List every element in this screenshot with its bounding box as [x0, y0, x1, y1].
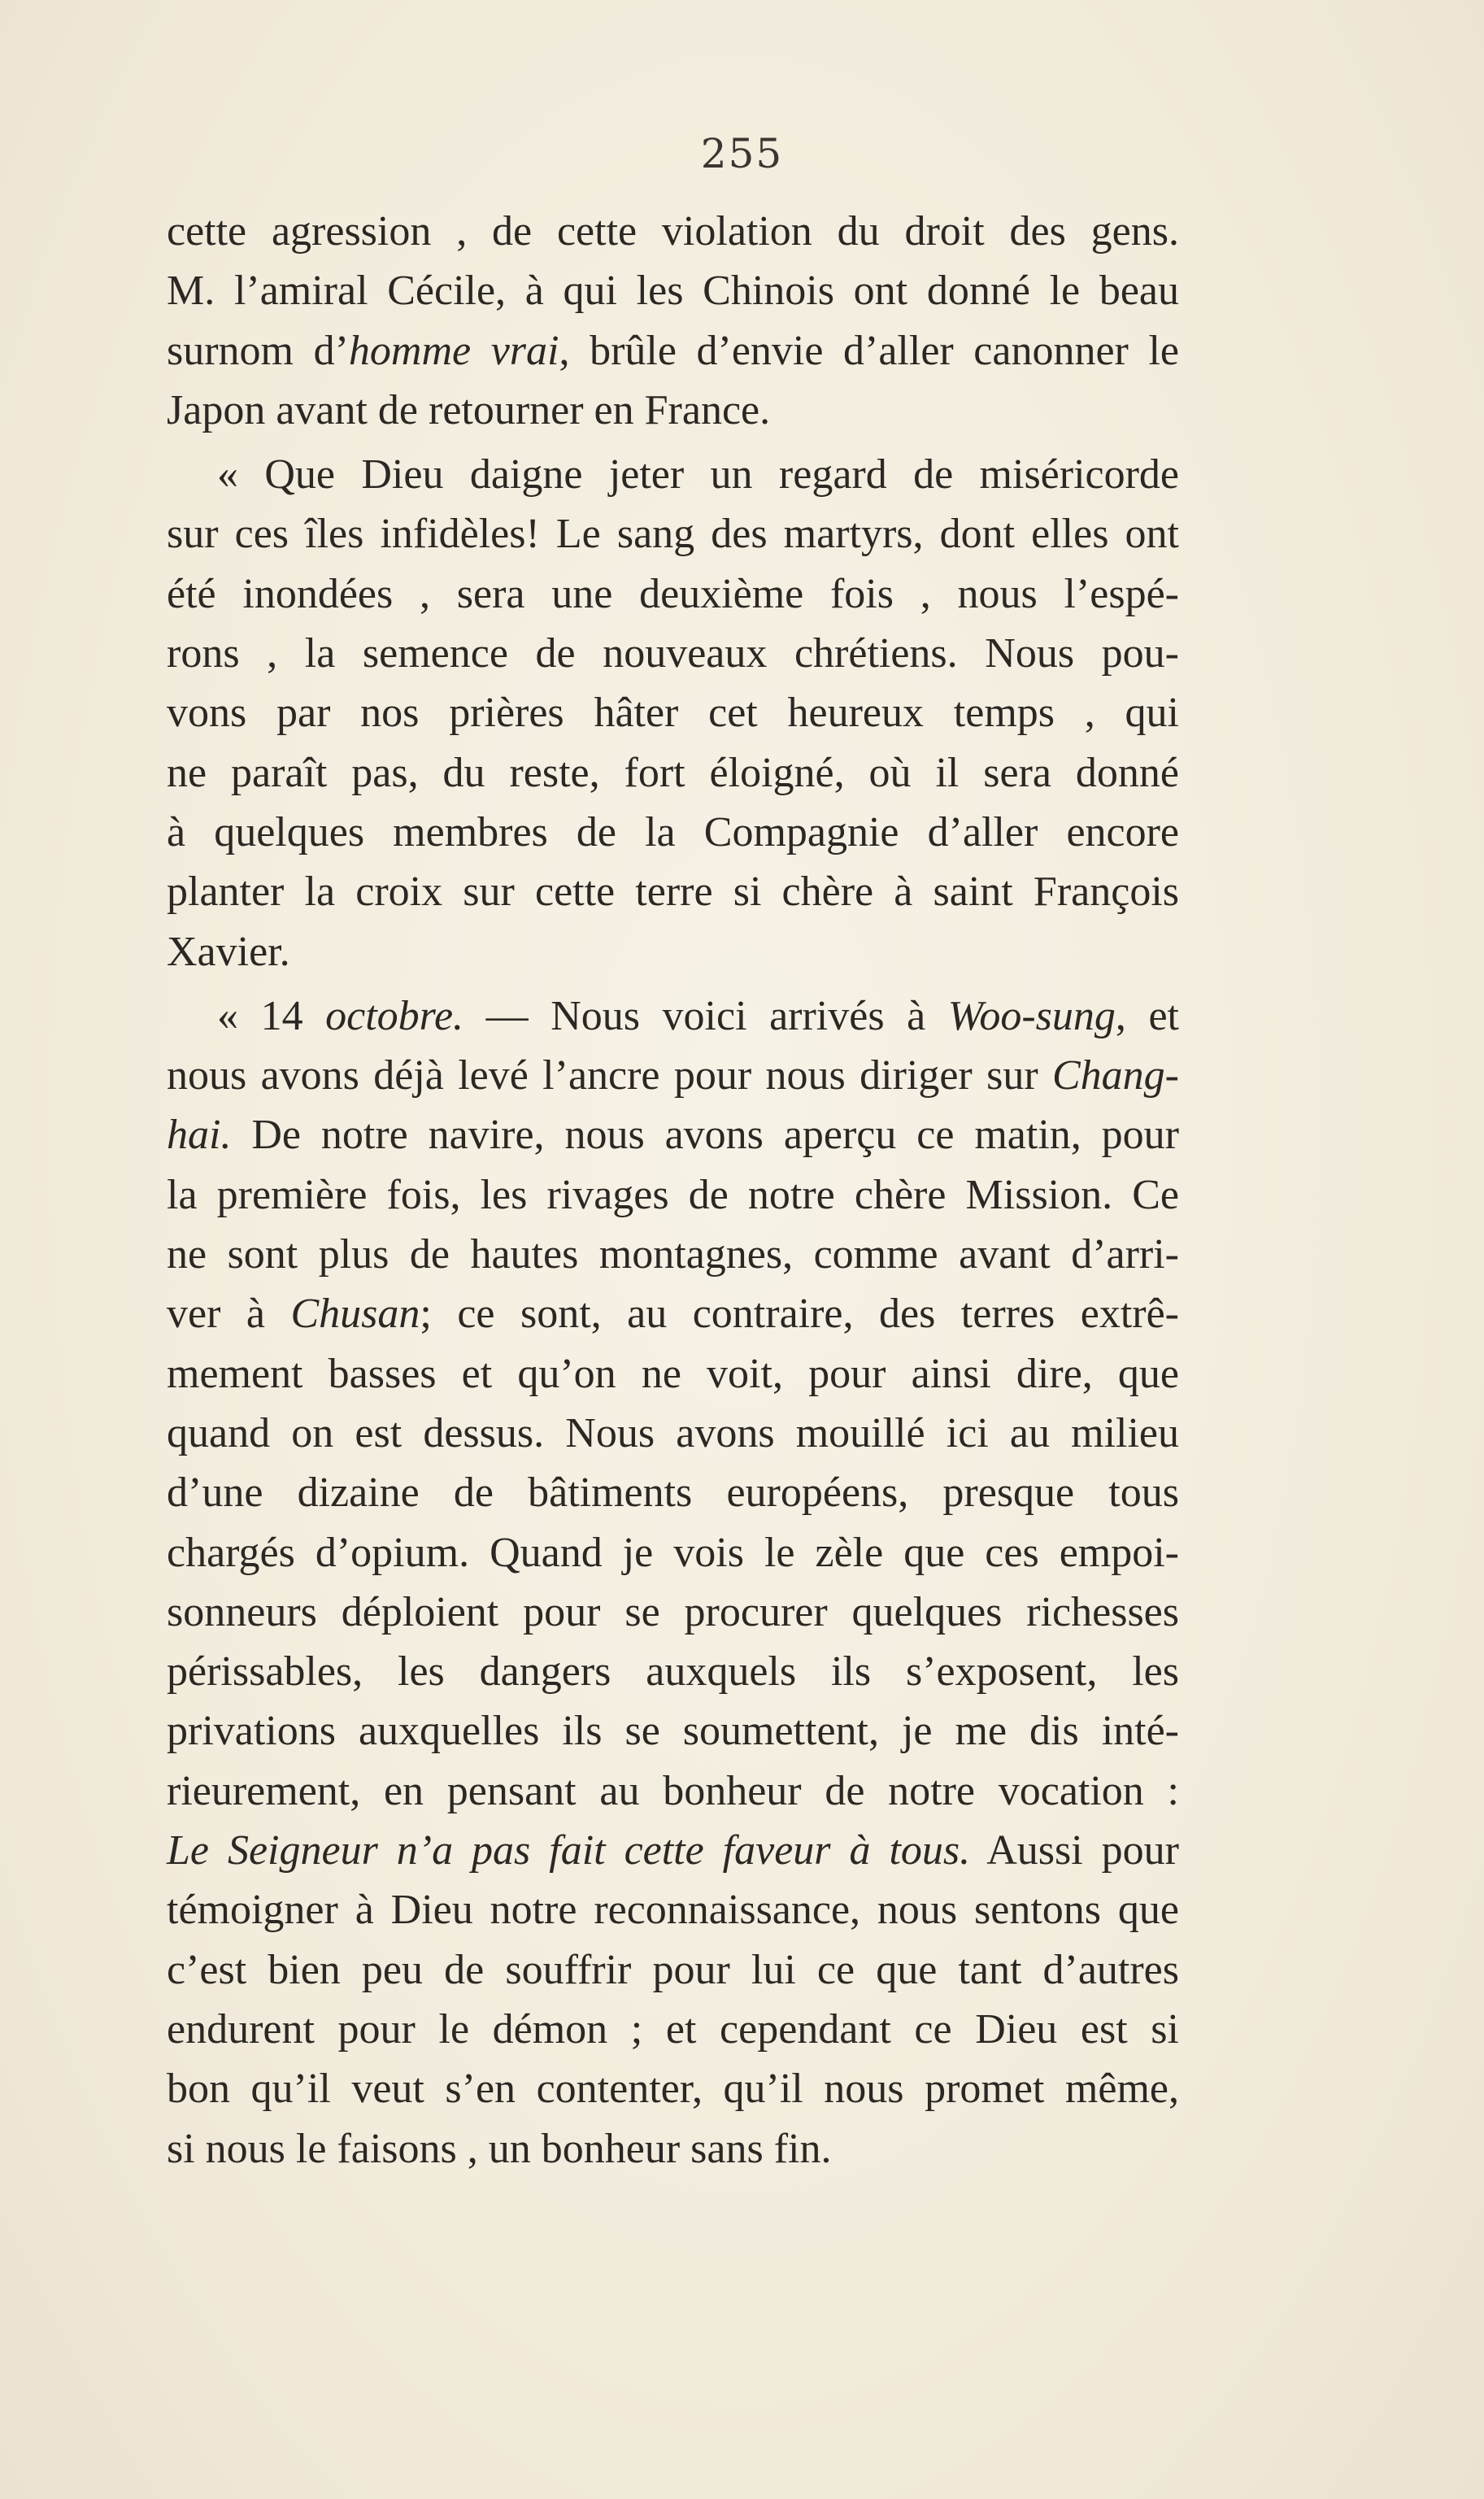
- text-line: [167, 381, 1179, 440]
- text-span: c’est bien peu de souffrir pour lui ce que tant d’autres: [167, 1946, 1179, 1993]
- text-span: ne sont plus de hautes montagnes, comme avant d’arri-: [167, 1231, 1179, 1278]
- text-span: sur ces îles infidèles! Le sang des martyrs, dont elles ont: [167, 511, 1179, 558]
- text-span: à quelques membres de la Compagnie d’aller encore: [167, 808, 1179, 855]
- italic-text: Chang-: [1052, 1052, 1179, 1099]
- text-span: endurent pour le démon ; et cependant ce Dieu est si: [167, 2005, 1179, 2053]
- text-line: [167, 743, 1179, 803]
- italic-text: Chusan: [290, 1291, 420, 1338]
- text-line: [167, 321, 1179, 381]
- text-line: [167, 564, 1179, 624]
- text-span: , brûle d’envie d’aller canonner le: [559, 327, 1179, 374]
- text-span: sonneurs déploient pour se procurer quelques richesses: [167, 1588, 1179, 1635]
- text-line: [167, 683, 1179, 742]
- text-line: [167, 1821, 1179, 1880]
- text-span: De notre navire, nous avons aperçu ce matin, pour: [231, 1112, 1179, 1159]
- text-span: Japon avant de retourner en France.: [167, 386, 771, 433]
- italic-text: homme vrai: [348, 327, 559, 374]
- text-span: Xavier.: [167, 928, 290, 975]
- text-line: [167, 2119, 1179, 2179]
- text-line: [167, 803, 1179, 862]
- text-line: [167, 1880, 1179, 1940]
- text-span: la première fois, les rivages de notre chère Mission. Ce: [167, 1171, 1179, 1218]
- text-line: [167, 1404, 1179, 1463]
- text-span: privations auxquelles ils se soumettent, je me dis inté-: [167, 1708, 1179, 1755]
- text-line: [167, 1761, 1179, 1821]
- text-line: [167, 862, 1179, 921]
- text-span: Aussi pour: [970, 1827, 1179, 1874]
- text-line: [167, 1701, 1179, 1761]
- paragraph: [167, 202, 1179, 445]
- text-span: ver à: [167, 1291, 291, 1338]
- text-span: si nous le faisons , un bonheur sans fin.: [167, 2125, 832, 2172]
- text-span: d’une dizaine de bâtiments européens, presque tous: [167, 1469, 1179, 1517]
- text-span: quand on est dessus. Nous avons mouillé ici au milieu: [167, 1409, 1179, 1456]
- text-line: [167, 1463, 1179, 1522]
- text-line: [167, 624, 1179, 683]
- text-span: chargés d’opium. Quand je vois le zèle que ces empoi-: [167, 1529, 1179, 1576]
- text-line: [167, 1225, 1179, 1284]
- text-span: cette agression , de cette violation du droit des gens.: [167, 208, 1179, 255]
- text-line: [167, 261, 1179, 320]
- text-span: été inondées , sera une deuxième fois , nous l’espé-: [167, 570, 1179, 617]
- italic-text: Woo-sung: [947, 992, 1116, 1039]
- text-span: « 14: [217, 992, 326, 1039]
- text-line: [167, 1344, 1179, 1404]
- text-span: périssables, les dangers auxquels ils s’exposent, les: [167, 1648, 1179, 1696]
- text-span: vons par nos prières hâter cet heureux temps , qui: [167, 690, 1179, 737]
- text-line: [167, 922, 1179, 982]
- page-number: 255: [700, 130, 784, 177]
- text-line: [167, 1284, 1179, 1343]
- text-span: ; ce sont, au contraire, des terres extrê-: [420, 1291, 1180, 1338]
- text-span: nous avons déjà levé l’ancre pour nous diriger sur: [167, 1052, 1052, 1099]
- text-line: [167, 986, 1179, 1046]
- italic-text: hai.: [167, 1112, 232, 1159]
- text-line: [167, 202, 1179, 261]
- italic-text: Le Seigneur n’a pas fait cette faveur à tous.: [167, 1827, 971, 1874]
- text-span: surnom d’: [167, 327, 349, 374]
- text-line: [167, 1642, 1179, 1701]
- text-line: [167, 1940, 1179, 2000]
- text-line: [167, 2059, 1179, 2118]
- text-line: [167, 1523, 1179, 1583]
- text-line: [167, 1583, 1179, 1642]
- text-line: [167, 504, 1179, 564]
- text-span: planter la croix sur cette terre si chère à saint François: [167, 869, 1179, 916]
- text-span: — Nous voici arrivés à: [463, 992, 948, 1039]
- text-line: [167, 445, 1179, 504]
- body-text: [167, 202, 1179, 2179]
- paragraph: [167, 445, 1179, 986]
- text-span: bon qu’il veut s’en contenter, qu’il nous promet même,: [167, 2066, 1179, 2113]
- paragraph: [167, 986, 1179, 2179]
- text-span: « Que Dieu daigne jeter un regard de miséricorde: [217, 451, 1179, 498]
- text-line: [167, 1046, 1179, 1105]
- text-line: [167, 1105, 1179, 1165]
- text-span: rieurement, en pensant au bonheur de notre vocation :: [167, 1767, 1179, 1814]
- italic-text: octobre.: [325, 992, 464, 1039]
- text-line: [167, 2000, 1179, 2059]
- text-span: rons , la semence de nouveaux chrétiens. Nous pou-: [167, 630, 1179, 677]
- text-span: ne paraît pas, du reste, fort éloigné, où il sera donné: [167, 749, 1179, 796]
- text-span: M. l’amiral Cécile, à qui les Chinois ont donné le beau: [167, 268, 1179, 315]
- text-line: [167, 1165, 1179, 1225]
- text-span: , et: [1115, 992, 1180, 1039]
- text-span: témoigner à Dieu notre reconnaissance, nous sentons que: [167, 1887, 1179, 1934]
- text-span: mement basses et qu’on ne voit, pour ainsi dire, que: [167, 1350, 1179, 1397]
